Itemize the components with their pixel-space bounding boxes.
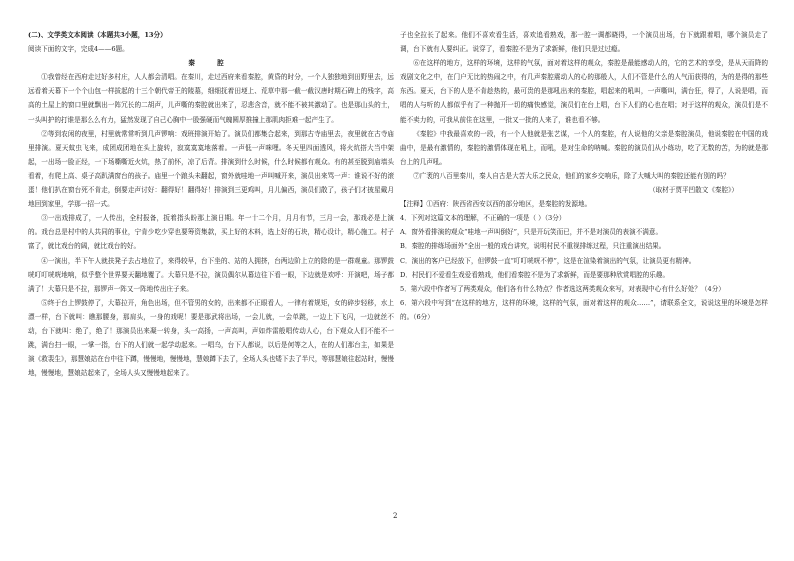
- paragraph-3: ③一出戏排成了，一人传出，全村报备，扳着指头盼那上演日期。年一十二个月，月月有节，三月一会，那戏必是上演的。戏台总是村中的人共同的事业，宁肯少吃少穿也要筹资集款，买上好的木料，选上好的石块，精心设计，精心施工。村子富了，就比戏台的阔，就比戏台的好。: [28, 214, 394, 251]
- paragraph-5: ⑤终于台上锣鼓停了，大幕拉开，角色出场，但不管男的女的，出来都不正眼看人，一律有着规矩，女的碎步轻移，水上漂一样，台下就叫：瞧那腰身，那肩头，一身的戏呢！要是那武将出场，一会儿就，一会单跳，一边上下飞闪，一边就丝不动，台下就叫：绝了，绝了！那演员出来凝一转身，头一高扬，一声高叫，声如炸雷般唱传动人心，台下观众人们不能不一跳，满台扫一眼，一掌一指，台下的人们就一起学动起来。一唱乌，台下人都说，以后是何等之人，在的人们那台主，如果是演《救裴生》，那慧娘站在台中往下蹲，慢慢地，慢慢地，慧娘蹲下去了，全场人头也矮下去了半尺，等那慧娘往起站时，慢慢地，慢慢地，慧娘站起来了，全场人头又慢慢地起来了。: [28, 298, 394, 378]
- source-citation: （取材于贾平凹散文《秦腔》）: [648, 186, 738, 195]
- paragraph-5-continued: 子也全拉长了起来。他们不喜欢看生活，喜欢追看熟戏，那一腔一调都晓得，一个演员出场，台下就跟着唱，哪个演员走了调，台下就有人要纠正。说穿了，看秦腔不是为了求新鲜，他们只是过过瘾。: [400, 31, 768, 54]
- paragraph-7: ⑦广袤的八百里秦川，秦人自古是大苦大乐之民众，他们的家乡交响乐，除了大喊大叫的秦腔还能有别的吗？: [413, 171, 730, 180]
- question-6: 6．第六段中写到“在这样的地方，这样的环境，这样的气氛，面对着这样的观众……”，请联系全文，说说这里的环境是怎样的。（6分）: [400, 298, 768, 321]
- q4-option-b: B．秦腔的排练场面外“全出一般的戏台讲究，说明村民不重视排练过程，只注重演出结果。: [400, 242, 666, 251]
- left-column: [28, 28, 394, 380]
- annotation-note: 【注释】①西府：陕西省西安以西的部分地区，是秦腔的发源地。: [400, 200, 592, 209]
- paragraph-4: ④一演出，半下午人就扶凳子去占地位了，来得较早，台下坐的、站的人拥挤，台两边阶上立的除的是一群观童。那锣鼓咣叮叮咣咣地响，似乎整个世界要天翻地覆了。大幕只是不拉，演员偶尔从幕边往下看一眼，下边就是欢呼：开演吧，场子都满了！大幕只是不拉，那锣声一阵又一阵地传出庄子来。: [28, 256, 394, 293]
- section-heading: (二)、文学类文本阅读（本题共3小题，13分）: [28, 31, 167, 39]
- page-number: 2: [393, 512, 398, 520]
- paragraph-2: ②等到农闲的夜里，村里就常常听到几声锣响：戏班排演开始了。演员们都集合起来，到那古寺庙里去，夜里就在古寺庙里排演。夏天蚊虫飞来，成团成团地在头上旋转，寂寞寞寞地落着。一声低一声咪哩。冬天里四面透风，将火炕搭大当中架起，一出场一脸正经，一下场嘶嘶近火炕，热了前怀，凉了后背。排演到什么时候，什么时候都有观众。有的甚至脱到庙墙头看着，有爬上高、桌子高趴满窗台的孩子。庙里一个踉头未翻起，窗外就哇地一声叫喊开来，演员出来骂一声：谁说不好的滚蛋！他们扒在窗台死不肯走，倒要走声讨好：翻得好！翻得好！排演到三更鸡叫，月儿偏西，演员们散了，孩子们才披星戴月地回到家里，学那一招一式。: [28, 129, 394, 209]
- q4-option-c: C．演出的客户已经放下，但锣鼓一直“叮叮咣咣不停”，这是在渲染着演出的气氛，让演员更有精神。: [400, 256, 696, 265]
- question-5: 5．第六段中作者写了两类观众，他们各有什么特点？作者选这两类观众来写，对表现中心有什么好处？（4分）: [400, 284, 725, 293]
- paragraph-6: ⑥在这样的地方，这样的环境，这样的气氛，面对着这样的观众，秦腔是最能感动人的，它的艺术的享受，是从天而降的戏剧文化之中，在门户无比的热闹之中，有几声秦腔震动人的心的那般人，人们不管是什么的人气而获得的，为的是得的那些东西。夏天，台下的人是不肯趁热的，最可贵的是那吼出来的秦腔，唱起来的吼叫，一声嘶叫，满台狂，得了，人说是唱，而唱的人与听的人都似乎有了一种抛开一切的痛快感觉，演员们在台上唱，台下人们的心也在唱；对于这样的观众，演员们是不能不卖力的，可我从前住在这里，一批又一批的人来了，谁也看不够。: [400, 59, 768, 124]
- right-column: [400, 28, 768, 324]
- paragraph-1: ①我曾经在西府走过好多村庄，人人都会清唱。在秦川，走过西府来看秦腔，黄昏的时分，一个人独独地到田野里去，远远看着天幕下一个个山包一样拔起的十三个朝代帝王的陵墓，细细抚着田埂上、荒草中那一截一截汉唐时期石碑上的残字，高高的土屋上的窗口里就飘出一阵冗长的二胡声，儿声嘶的秦腔就出来了，忍悲含音，就不能不被其激动了。也是那山头的土，一头叫护的打谁是那么么有力，猛然发现了自己心胸中一股强硬而气魄圆厚推撞上那肌肉拒难一起产生了。: [28, 73, 394, 124]
- q4-option-d: D．村民们不爱看生戏爱看熟戏，他们看秦腔不是为了求新鲜，而是要那种欣赏唱腔的乐趣。: [400, 270, 670, 279]
- q4-option-a: A．窗外看排演的观众“哇地一声叫倒好”，只是开玩笑而已，并不是对演员的表演不满意。: [400, 228, 663, 237]
- paragraph-6b: 《秦腔》中我最喜欢的一段，有一个人他就是张艺谋，一个人的秦腔，有人说他的父亲是秦腔演员，他说秦腔在中国的戏曲中，是最有激情的，秦腔的激情体现在吼上，而吼，是对生命的呐喊。秦腔的演员们从小练功，吃了无数的苦，为的就是那台上的几声吼。: [400, 129, 768, 166]
- reading-instruction: 阅读下面的文字，完成4——6题。: [28, 45, 129, 54]
- question-4: 4．下列对这篇文本的理解，不正确的一项是（ ）（3分）: [400, 214, 566, 223]
- article-title: 秦 腔: [188, 59, 234, 68]
